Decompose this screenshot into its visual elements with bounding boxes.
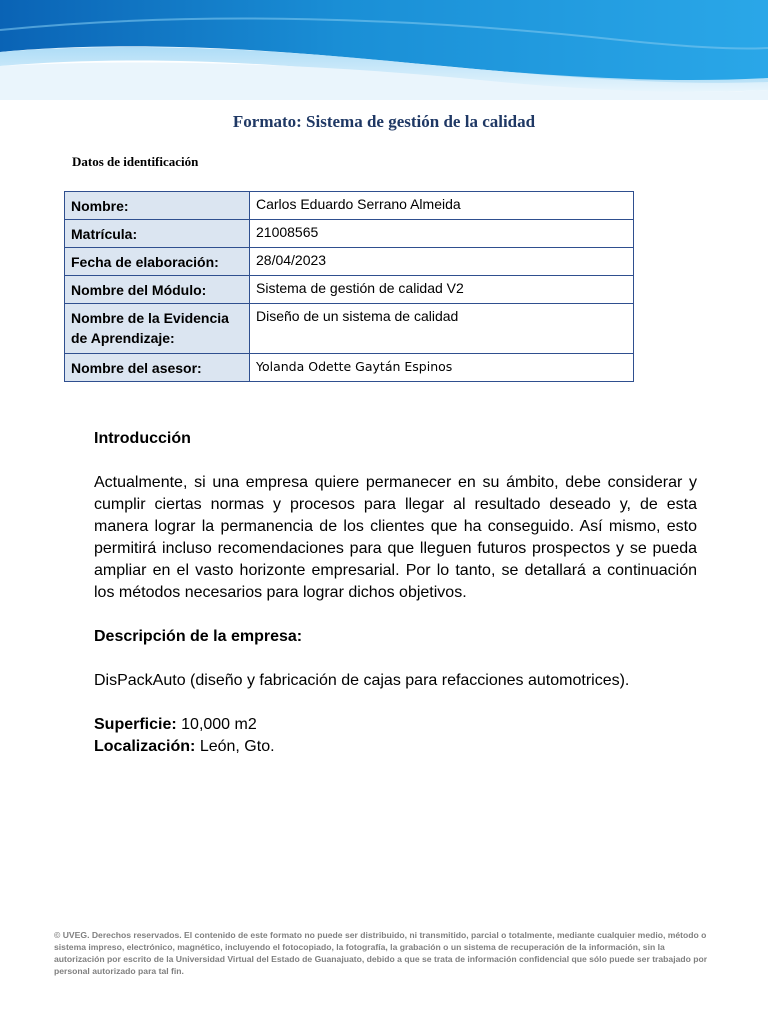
intro-heading: Introducción	[94, 430, 191, 447]
location-line	[94, 736, 697, 758]
row-label: Matrícula:	[65, 220, 250, 248]
row-value: Yolanda Odette Gaytán Espinos	[250, 354, 634, 382]
surface-label: Superficie:	[94, 716, 177, 733]
surface-value: 10,000 m2	[181, 716, 257, 733]
row-value: 28/04/2023	[250, 248, 634, 276]
section-label: Datos de identificación	[72, 154, 199, 169]
document-title: Formato: Sistema de gestión de la calidad	[232, 112, 536, 131]
copyright-footer: © UVEG. Derechos reservados. El contenido de este formato no puede ser distribuido, ni transmitido, parcial o totalmente, mediante cualquier medio, método o sistema impreso, electrónico, magnético, incluyendo el fotocopiado, la fotografía, la grabación o un sistema de recuperación de la información, sin la autorización por escrito de la Universidad Virtual del Estado de Guanajuato, debido a que se trata de información confidencial que sólo puede ser trabajado por personal autorizado para tal fin.	[54, 930, 708, 976]
row-value: Diseño de un sistema de calidad	[250, 304, 634, 354]
row-label: Nombre de la Evidencia de Aprendizaje:	[65, 304, 250, 354]
surface-line	[94, 714, 697, 736]
location-label: Localización:	[94, 738, 196, 755]
document-body	[94, 428, 697, 758]
identification-table	[64, 191, 634, 382]
table-row	[65, 354, 634, 382]
row-label: Nombre:	[65, 192, 250, 220]
table-row	[65, 192, 634, 220]
row-value: 21008565	[250, 220, 634, 248]
row-value: Carlos Eduardo Serrano Almeida	[250, 192, 634, 220]
row-label: Nombre del asesor:	[65, 354, 250, 382]
table-row	[65, 248, 634, 276]
header-banner	[0, 0, 768, 100]
table-row	[65, 220, 634, 248]
row-label: Fecha de elaboración:	[65, 248, 250, 276]
location-value: León, Gto.	[199, 738, 275, 755]
row-value: Sistema de gestión de calidad V2	[250, 276, 634, 304]
row-label: Nombre del Módulo:	[65, 276, 250, 304]
company-heading: Descripción de la empresa:	[94, 628, 303, 645]
intro-paragraph: Actualmente, si una empresa quiere permanecer en su ámbito, debe considerar y cumplir ciertas normas y procesos para llegar al resultado deseado y, de esta manera lograr la permanencia de los clientes que ha conseguido. Así mismo, esto permitirá incluso recomendaciones para que lleguen futuros prospectos y se pueda ampliar en el vasto horizonte empresarial. Por lo tanto, se detallará a continuación los métodos necesarios para lograr dichos objetivos.	[94, 474, 697, 601]
company-description: DisPackAuto (diseño y fabricación de cajas para refacciones automotrices).	[94, 672, 630, 689]
table-row	[65, 304, 634, 354]
table-row	[65, 276, 634, 304]
